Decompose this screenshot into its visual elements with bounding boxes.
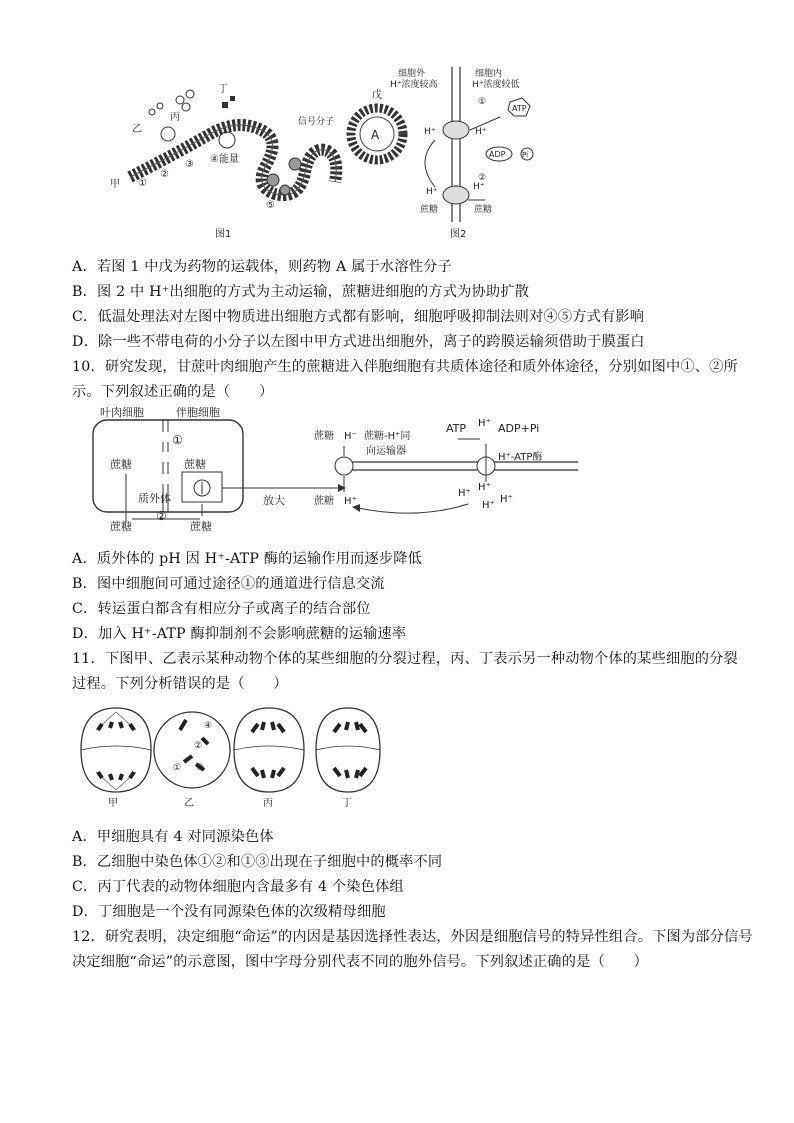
pi-label: Pi [522, 151, 529, 159]
h-right-4-label: H⁺ [482, 500, 495, 511]
yi-label: 乙 [132, 124, 142, 135]
q11-option-a: A．甲细胞具有 4 对同源染色体 [72, 829, 274, 845]
inside-label: 细胞内 [475, 69, 503, 79]
cell-yi-label: 乙 [184, 798, 194, 809]
h-right-2-label: H⁺ [478, 482, 491, 493]
atp-label: ATP [512, 104, 527, 113]
sucrose-apoplast-label: 蔗糖 [110, 520, 132, 533]
membrane-transport-figure [90, 62, 550, 247]
circle-3-label: ③ [185, 159, 194, 170]
q11-stem-line-2: 过程。下列分析错误的是（ ） [72, 676, 288, 692]
outside-h-label: H⁺浓度较高 [390, 80, 438, 90]
inside-h-label: H⁺浓度较低 [472, 80, 520, 90]
drug-a-label: A [371, 128, 380, 142]
q9-option-c: C．低温处理法对左图中物质进出细胞方式都有影响，细胞呼吸抑制法则对④⑤方式有影响 [72, 309, 645, 325]
cell-bing [234, 708, 304, 809]
atp-q10-label: ATP [446, 422, 467, 435]
h-bottom-left-label: H⁺ [426, 187, 438, 197]
circle-5-label: ⑤ [266, 200, 275, 211]
q11-option-d: D．丁细胞是一个没有同源染色体的次级精母细胞 [72, 904, 386, 920]
q11-stem-line-1: 11．下图甲、乙表示某种动物个体的某些细胞的分裂过程，丙、丁表示另一种动物个体的某些细胞的分裂 [72, 651, 738, 667]
h-bottom-right-label: H⁺ [473, 182, 485, 192]
h-right-label: H⁺ [475, 127, 487, 137]
path-2-label: ② [156, 509, 167, 523]
figure-2-caption: 图2 [450, 229, 467, 240]
cell-ding-label: 丁 [342, 798, 352, 809]
h-atpase-label: H⁺-ATP酶 [498, 452, 543, 463]
cell-bing-label: 丙 [263, 798, 273, 809]
h-left-label: H⁺ [424, 127, 436, 137]
path-1-label: ① [172, 433, 183, 447]
chromosome-2-label: ② [194, 741, 203, 751]
sucrose-companion-label: 蔗糖 [184, 458, 206, 471]
q10-option-c: C．转运蛋白都含有相应分子或离子的结合部位 [72, 601, 371, 617]
q10-stem-line-2: 示。下列叙述正确的是（ ） [72, 384, 274, 400]
sucrose-left-label: 蔗糖 [420, 205, 439, 215]
wu-label: 戊 [372, 90, 382, 101]
sucrose-transport-figure [88, 404, 588, 534]
fig2-circle-2: ② [478, 173, 487, 183]
cell-ding [316, 708, 380, 809]
cell-yi [154, 712, 230, 809]
sucrose-right-label: 蔗糖 [474, 205, 493, 215]
sucrose-top-label: 蔗糖 [314, 431, 334, 442]
sucrose-bottom-label: 蔗糖 [190, 520, 212, 533]
q9-option-a: A．若图 1 中戊为药物的运载体，则药物 A 属于水溶性分子 [72, 259, 452, 275]
apoplast-label: 质外体 [138, 492, 171, 505]
adp-pi-label: ADP+Pi [498, 422, 540, 435]
ding-label: 丁 [218, 84, 228, 95]
q10-option-a: A．质外体的 pH 因 H⁺-ATP 酶的运输作用而逐步降低 [72, 551, 423, 567]
figure-1 [110, 83, 403, 240]
h-top-label: H⁻ [344, 431, 357, 442]
chromosome-4-label: ④ [204, 721, 213, 731]
q10-option-d: D．加入 H⁺-ATP 酶抑制剂不会影响蔗糖的运输速率 [72, 626, 407, 642]
chromosome-1-label: ① [173, 763, 182, 773]
cell-division-figure [76, 700, 386, 810]
signal-molecule-label: 信号分子 [298, 117, 335, 127]
cotransporter-label: 蔗糖-H⁺同 [364, 431, 411, 442]
q9-option-b: B．图 2 中 H⁺出细胞的方式为主动运输，蔗糖进细胞的方式为协助扩散 [72, 284, 530, 300]
sucrose-mesophyll-label: 蔗糖 [110, 458, 132, 471]
circle-1-label: ① [138, 178, 147, 189]
q11-option-b: B．乙细胞中染色体①②和①③出现在子细胞中的概率不同 [72, 854, 443, 870]
q12-stem-line-2: 决定细胞“命运”的示意图，图中字母分别代表不同的胞外信号。下列叙述正确的是（ ） [72, 954, 649, 970]
enlarge-label: 放大 [263, 494, 285, 507]
energy-label: ④能量 [210, 154, 239, 165]
outside-label: 细胞外 [398, 69, 426, 79]
q10-stem-line-1: 10．研究发现，甘蔗叶肉细胞产生的蔗糖进入伴胞细胞有共质体途径和质外体途径，分别如图中①、②所 [72, 359, 738, 375]
companion-cell-label: 伴胞细胞 [176, 406, 220, 419]
mesophyll-cell-label: 叶肉细胞 [100, 406, 144, 419]
jia-label: 甲 [110, 179, 120, 190]
q12-stem-line-1: 12．研究表明，决定细胞“命运”的内因是基因选择性表达，外因是细胞信号的特异性组合。下图为部分信号 [72, 929, 753, 945]
h-atp-label: H⁺ [478, 418, 491, 429]
q10-option-b: B．图中细胞间可通过途径①的通道进行信息交流 [72, 576, 385, 592]
adp-label: ADP [489, 150, 506, 159]
cotransporter-label-2: 向运输器 [366, 446, 406, 457]
q9-option-d: D．除一些不带电荷的小分子以左图中甲方式进出细胞外，离子的跨膜运输须借助于膜蛋白 [72, 334, 645, 350]
chromosome-3-label: ③ [196, 763, 205, 773]
cell-jia-label: 甲 [108, 798, 118, 809]
q11-option-c: C．丙丁代表的动物体细胞内含最多有 4 个染色体组 [72, 879, 404, 895]
figure-2 [390, 67, 533, 240]
circle-2-label: ② [160, 169, 169, 180]
bing-label: 丙 [170, 112, 180, 123]
fig2-circle-1: ① [478, 97, 487, 107]
h-bottom-label: H⁺ [344, 496, 357, 507]
figure-1-caption: 图1 [215, 229, 232, 240]
sucrose-bottom-enlarged-label: 蔗糖 [314, 496, 334, 507]
cell-jia [81, 708, 151, 809]
h-right-1-label: H⁺ [458, 488, 471, 499]
h-right-3-label: H⁺ [500, 494, 513, 505]
